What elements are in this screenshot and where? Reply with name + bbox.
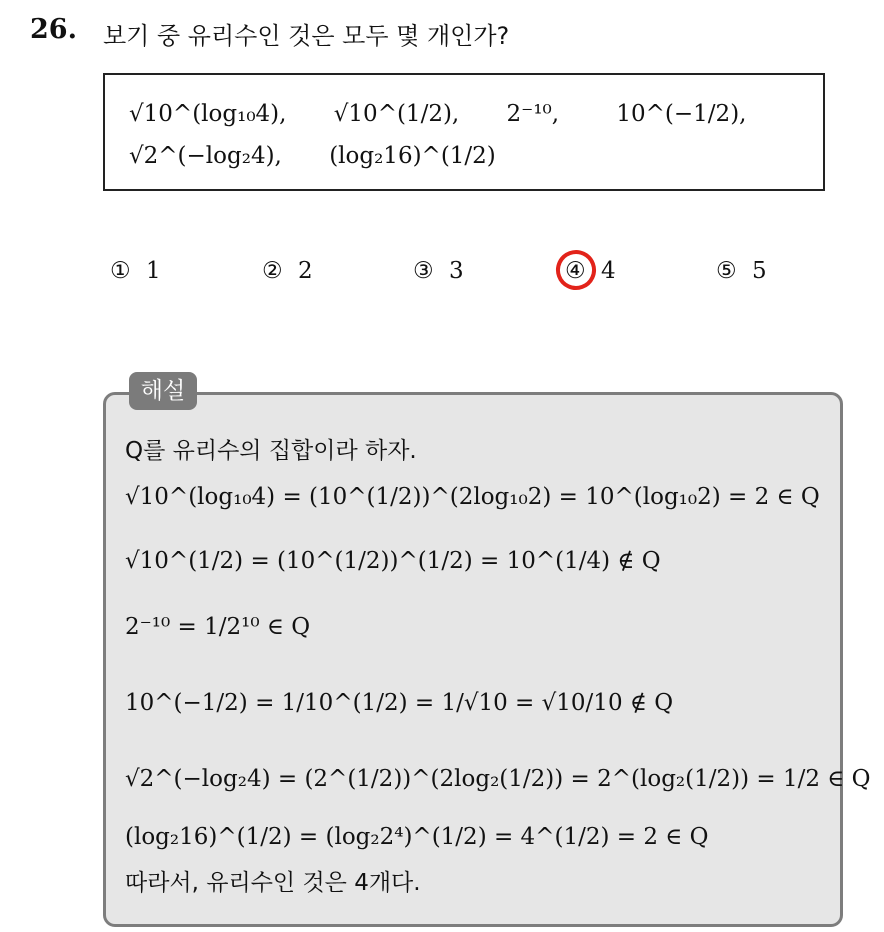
given-expr: √2^(−log₂4), — [129, 143, 282, 169]
choice-3[interactable] — [413, 258, 464, 284]
given-line-2 — [129, 143, 496, 169]
given-expr: 2⁻¹⁰, — [506, 101, 560, 127]
given-box — [103, 73, 825, 191]
given-expr: √10^(log₁₀4), — [129, 101, 287, 127]
choice-mark: ⑤ — [716, 258, 737, 284]
solution-line: (log₂16)^(1/2) = (log₂2⁴)^(1/2) = 4^(1/2) = 2 ∈ Q — [125, 824, 709, 850]
choice-value: 5 — [751, 258, 767, 284]
solution-line: √10^(1/2) = (10^(1/2))^(1/2) = 10^(1/4) ∉ Q — [125, 548, 661, 574]
question-text: 보기 중 유리수인 것은 모두 몇 개인가? — [103, 22, 510, 50]
choice-5[interactable] — [716, 258, 767, 284]
solution-conclusion: 따라서, 유리수인 것은 4개다. — [125, 870, 421, 896]
question-number: 26. — [30, 14, 77, 45]
choice-mark: ① — [110, 258, 131, 284]
solution-line: √10^(log₁₀4) = (10^(1/2))^(2log₁₀2) = 10^(log₁₀2) = 2 ∈ Q — [125, 484, 820, 510]
choice-mark: ② — [262, 258, 283, 284]
solution-line: 2⁻¹⁰ = 1/2¹⁰ ∈ Q — [125, 614, 311, 640]
solution-line: √2^(−log₂4) = (2^(1/2))^(2log₂(1/2)) = 2^(log₂(1/2)) = 1/2 ∈ Q — [125, 766, 871, 792]
given-line-1 — [129, 101, 746, 127]
choice-mark: ③ — [413, 258, 434, 284]
solution-line: 10^(−1/2) = 1/10^(1/2) = 1/√10 = √10/10 ∉ Q — [125, 690, 674, 716]
solution-tag: 해설 — [129, 372, 197, 410]
choice-mark: ④ — [565, 258, 586, 284]
choice-2[interactable] — [262, 258, 313, 284]
choice-value: 1 — [145, 258, 161, 284]
solution-intro: Q를 유리수의 집합이라 하자. — [125, 438, 417, 464]
given-expr: √10^(1/2), — [333, 101, 460, 127]
choice-value: 2 — [297, 258, 313, 284]
choice-1[interactable] — [110, 258, 161, 284]
choice-value: 3 — [448, 258, 464, 284]
choice-value: 4 — [600, 258, 616, 284]
given-expr: (log₂16)^(1/2) — [329, 143, 496, 169]
given-expr: 10^(−1/2), — [616, 101, 747, 127]
answer-circle-mark — [550, 244, 601, 295]
